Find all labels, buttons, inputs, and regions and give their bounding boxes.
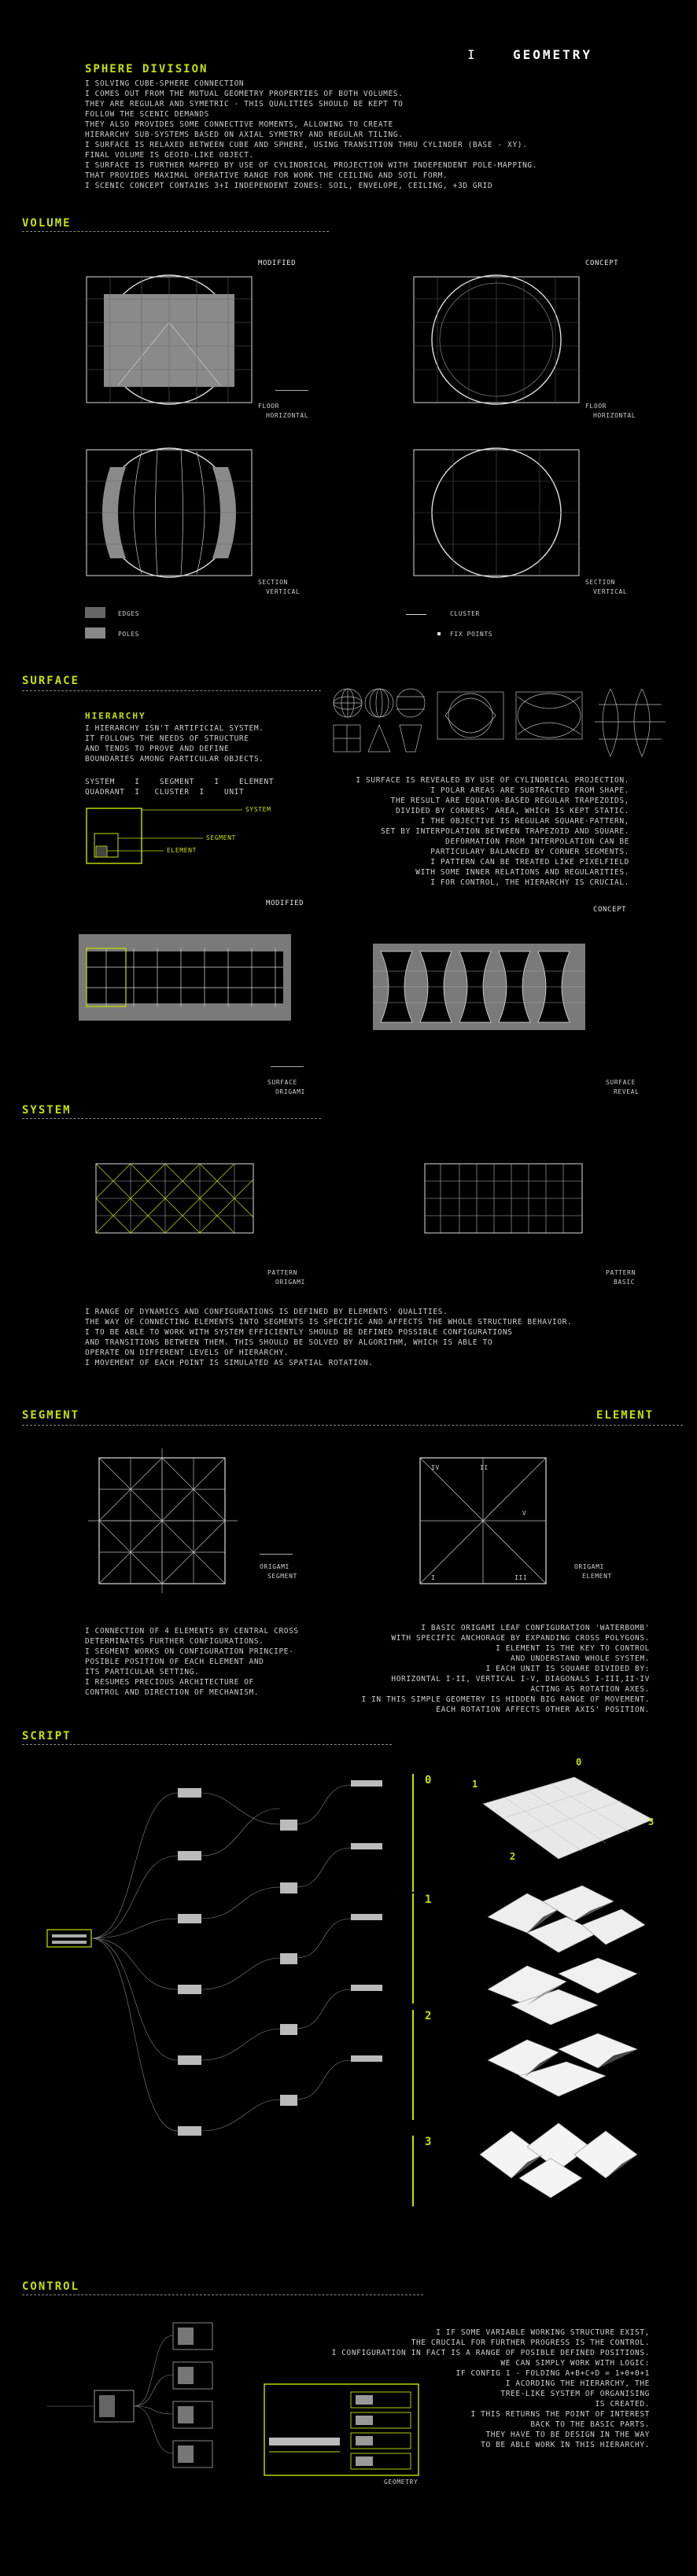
caption-basic: BASIC: [614, 1279, 636, 1286]
caption-origami: ORIGAMI: [275, 1279, 305, 1286]
text-line: I SOLVING CUBE-SPHERE CONNECTION: [85, 79, 245, 88]
section-divider: [22, 2294, 423, 2295]
text-line: I THE OBJECTIVE IS REGULAR SQUARE-PATTERN,: [420, 817, 629, 826]
key-system: SYSTEM: [245, 806, 271, 813]
text-line: HIERARCHY SUB-SYSTEMS BASED ON AXIAL SYMETRY AND REGULAR TILING.: [85, 131, 404, 139]
hierarchy-diagram: [85, 807, 289, 870]
text-line: I POLAR AREAS ARE SUBTRACTED FROM SHAPE.: [430, 786, 629, 795]
text-line: POSIBLE POSITION OF EACH ELEMENT AND: [85, 1658, 264, 1666]
level-element: ELEMENT: [238, 778, 275, 786]
caption-floor: FLOOR: [585, 403, 607, 410]
system-description: [85, 1307, 572, 1368]
text-line: AND TENDS TO PROVE AND DEFINE: [85, 745, 230, 753]
script-node-graph: [44, 1761, 422, 2186]
sphere-division-title: SPHERE DIVISION: [85, 63, 208, 75]
element-description: [361, 1623, 650, 1715]
text-line: I SURFACE IS RELAXED BETWEEN CUBE AND SPHERE, USING TRANSITION THRU CYLINDER (BASE - XY).: [85, 141, 528, 149]
hierarchy-levels: [85, 777, 274, 787]
surface-concept-label: CONCEPT: [593, 906, 627, 914]
text-line: TO BE ABLE WORK IN THIS HIERARCHY.: [481, 2441, 650, 2449]
legend-cluster-line: [406, 614, 426, 615]
text-line: ITS PARTICULAR SETTING.: [85, 1668, 200, 1676]
hierarchy-title: HIERARCHY: [85, 711, 146, 721]
text-line: BOUNDARIES AMONG PARTICULAR OBJECTS.: [85, 755, 264, 764]
volume-concept-label: CONCEPT: [585, 259, 619, 267]
text-line: I MOVEMENT OF EACH POINT IS SIMULATED AS SPATIAL ROTATION.: [85, 1359, 374, 1367]
legend-edges-label: EDGES: [118, 610, 140, 617]
text-line: OPERATE ON DIFFERENT LEVELS OF HIERARCHY.: [85, 1349, 289, 1357]
modified-surface-strip: [79, 928, 299, 1030]
step-number: 0: [425, 1774, 432, 1787]
text-line: WITH SOME INNER RELATIONS AND REGULARITIES.: [415, 868, 629, 877]
text-line: I SCENIC CONCEPT CONTAINS 3+I INDEPENDENT ZONES: SOIL, ENVELOPE, CEILING, +3D GRID: [85, 182, 493, 190]
text-line: I RESUMES PRECIOUS ARCHITECTURE OF: [85, 1678, 254, 1687]
hierarchy-levels-alt: [85, 787, 244, 797]
text-line: DIVIDED BY CORNERS' AREA, WHICH IS KEPT STATIC.: [395, 807, 629, 815]
section-title-segment: SEGMENT: [22, 1409, 80, 1422]
text-line: IT FOLLOWS THE NEEDS OF STRUCTURE: [85, 734, 249, 743]
text-line: IF CONFIG 1 - FOLDING A+B+C+D = 1+0+0+1: [455, 2369, 650, 2378]
level-cluster: CLUSTER: [154, 788, 190, 797]
caption-floor: FLOOR: [258, 403, 280, 410]
caption-geometry: GEOMETRY: [384, 2478, 419, 2486]
segment-diagram: [88, 1448, 245, 1590]
step-number: 1: [425, 1893, 432, 1906]
legend-edges-swatch: [85, 607, 105, 618]
text-line: I CONFIGURATION IN FACT IS A RANGE OF POSIBLE DEFINED POSITIONS.: [331, 2349, 650, 2357]
control-node-tree: [47, 2320, 228, 2477]
caption-element: ELEMENT: [582, 1573, 612, 1580]
text-line: THEY ARE REGULAR AND SYMETRIC - THIS QUALITIES SHOULD BE KEPT TO: [85, 100, 404, 109]
text-line: PARTICULARY BALANCED BY CORNER SEGMENTS.: [430, 848, 629, 856]
section-divider: [22, 1425, 683, 1426]
section-title-script: SCRIPT: [22, 1730, 72, 1742]
legend-poles-swatch: [85, 627, 105, 638]
caption-section: SECTION: [258, 579, 288, 586]
caption-surface: SURFACE: [606, 1079, 636, 1086]
scale-bar: [260, 1547, 293, 1555]
text-line: IS CREATED.: [595, 2400, 650, 2409]
level-sep: I: [135, 778, 140, 786]
axis-label: 2: [510, 1851, 516, 1862]
origami-pattern-diagram: [88, 1148, 269, 1250]
modified-floor-diagram: [79, 267, 267, 409]
level-unit: UNIT: [224, 788, 245, 797]
step-bar: [412, 2010, 414, 2120]
text-line: THE RESULT ARE EQUATOR-BASED REGULAR TRAPEZOIDS,: [390, 797, 629, 805]
axis-label: 0: [576, 1757, 582, 1768]
text-line: I EACH UNIT IS SQUARE DIVIDED BY:: [485, 1665, 650, 1673]
text-line: I BASIC ORIGAMI LEAF CONFIGURATION 'WATERBOMB': [421, 1624, 650, 1632]
text-line: THEY ALSO PROVIDES SOME CONNECTIVE MOMENTS, ALLOWING TO CREATE: [85, 120, 393, 129]
caption-pattern: PATTERN: [267, 1269, 297, 1276]
element-axis-label: I: [431, 1574, 436, 1581]
volume-modified-label: MODIFIED: [258, 259, 297, 267]
surface-modified-label: MODIFIED: [266, 900, 304, 907]
fold-state-4: [472, 2115, 661, 2202]
caption-surface: SURFACE: [267, 1079, 297, 1086]
text-line: EACH ROTATION AFFECTS OTHER AXIS' POSITION.: [436, 1706, 650, 1714]
element-axis-label: III: [514, 1574, 528, 1581]
text-line: AND UNDERSTAND WHOLE SYSTEM.: [511, 1654, 650, 1663]
fold-state-3: [480, 2029, 653, 2099]
caption-pattern: PATTERN: [606, 1269, 636, 1276]
scale-bar: [275, 384, 308, 391]
text-line: I SURFACE IS FURTHER MAPPED BY USE OF CYLINDRICAL PROJECTION WITH INDEPENDENT POLE-MAPPING.: [85, 161, 538, 170]
level-quadrant: QUADRANT: [85, 788, 125, 797]
legend-cluster-label: CLUSTER: [450, 610, 480, 617]
text-line: DETERMINATES FURTHER CONFIGURATIONS.: [85, 1637, 264, 1646]
text-line: WITH SPECIFIC ANCHORAGE BY EXPANDING CROSS POLYGONS.: [391, 1634, 650, 1643]
step-bar: [412, 1893, 414, 2004]
fold-state-1: [480, 1878, 653, 1956]
caption-reveal: REVEAL: [614, 1088, 640, 1095]
text-line: I SEGMENT WORKS ON CONFIGURATION PRINCIPE-: [85, 1647, 294, 1656]
text-line: ACTING AS ROTATION AXES.: [530, 1685, 650, 1694]
element-axis-label: V: [522, 1510, 527, 1517]
control-description: [332, 2328, 650, 2450]
text-line: I TO BE ABLE TO WORK WITH SYSTEM EFFICIENTLY SHOULD BE DEFINED POSSIBLE CONFIGURATIONS: [85, 1328, 513, 1337]
legend-fixpoints-label: FIX POINTS: [450, 631, 493, 638]
caption-vertical: VERTICAL: [266, 588, 301, 595]
level-segment: SEGMENT: [159, 778, 195, 786]
caption-vertical: VERTICAL: [593, 588, 628, 595]
step-bar: [412, 2136, 414, 2206]
text-line: I FOR CONTROL, THE HIERARCHY IS CRUCIAL.: [430, 878, 629, 887]
step-number: 2: [425, 2010, 432, 2022]
section-title-volume: VOLUME: [22, 217, 72, 230]
key-element: ELEMENT: [167, 847, 197, 854]
basic-pattern-diagram: [417, 1148, 598, 1250]
section-divider: [22, 231, 329, 232]
sphere-description: [85, 79, 537, 191]
fold-state-2: [480, 1958, 653, 2029]
text-line: CONTROL AND DIRECTION OF MECHANISM.: [85, 1688, 260, 1697]
caption-origami: ORIGAMI: [574, 1563, 604, 1570]
fold-state-0: [472, 1772, 661, 1867]
text-line: WE CAN SIMPLY WORK WITH LOGIC:: [500, 2359, 650, 2368]
text-line: AND TRANSITIONS BETWEEN THEM. THIS SHOULD BE SOLVED BY ALGORITHM, WHICH IS ABLE TO: [85, 1338, 493, 1347]
text-line: FOLLOW THE SCENIC DEMANDS: [85, 110, 209, 119]
element-axis-label: IV: [431, 1464, 440, 1471]
legend-fixpoint-dot: [437, 632, 441, 635]
concept-floor-diagram: [406, 267, 595, 409]
section-divider: [22, 1118, 321, 1119]
scale-bar: [271, 1060, 304, 1067]
section-title-system: SYSTEM: [22, 1104, 72, 1117]
text-line: I ACORDING THE HIERARCHY, THE: [505, 2379, 650, 2388]
level-sep: I: [199, 788, 205, 797]
text-line: I PATTERN CAN BE TREATED LIKE PIXELFIELD: [430, 858, 629, 867]
text-line: I IF SOME VARIABLE WORKING STRUCTURE EXIST,: [436, 2328, 650, 2337]
modified-section-diagram: [79, 440, 267, 582]
section-divider: [22, 690, 321, 691]
text-line: I SURFACE IS REVEALED BY USE OF CYLINDRICAL PROJECTION.: [356, 776, 629, 785]
key-segment: SEGMENT: [206, 834, 236, 841]
text-line: I IN THIS SIMPLE GEOMETRY IS HIDDEN BIG RANGE OF MOVEMENT.: [361, 1695, 650, 1704]
section-divider: [22, 1744, 392, 1745]
caption-origami: ORIGAMI: [260, 1563, 289, 1570]
text-line: HORIZONTAL I-II, VERTICAL I-V, DIAGONALS I-III,II-IV: [391, 1675, 650, 1684]
element-axis-label: II: [480, 1464, 489, 1471]
caption-horizontal: HORIZONTAL: [266, 412, 309, 419]
text-line: DEFORMATION FROM INTERPOLATION CAN BE: [445, 837, 629, 846]
text-line: BACK TO THE BASIC PARTS.: [530, 2420, 650, 2429]
caption-section: SECTION: [585, 579, 615, 586]
text-line: THAT PROVIDES MAXIMAL OPERATIVE RANGE FOR WORK THE CEILING AND SOIL FORM.: [85, 171, 448, 180]
level-sep: I: [135, 788, 140, 797]
hierarchy-description: [85, 723, 264, 764]
text-line: I RANGE OF DYNAMICS AND CONFIGURATIONS IS DEFINED BY ELEMENTS' QUALITIES.: [85, 1308, 448, 1316]
axis-label: 3: [648, 1816, 655, 1827]
text-line: THEY HAVE TO BE DESIGN IN THE WAY: [485, 2431, 650, 2439]
caption-segment: SEGMENT: [267, 1573, 297, 1580]
text-line: I COMES OUT FROM THE MUTUAL GEOMETRY PROPERTIES OF BOTH VOLUMES.: [85, 90, 404, 98]
concept-section-diagram: [406, 440, 595, 582]
text-line: THE WAY OF CONNECTING ELEMENTS INTO SEGMENTS IS SPECIFIC AND AFFECTS THE WHOLE STRUCTURE BEHAVIOR.: [85, 1318, 573, 1327]
text-line: I CONNECTION OF 4 ELEMENTS BY CENTRAL CROSS: [85, 1627, 299, 1636]
page-title: GEOMETRY: [513, 47, 593, 62]
text-line: SET BY INTERPOLATION BETWEEN TRAPEZOID AND SQUARE.: [381, 827, 629, 836]
text-line: THE CRUCIAL FOR FURTHER PROGRESS IS THE CONTROL.: [411, 2339, 650, 2347]
step-number: 3: [425, 2136, 432, 2148]
section-title-surface: SURFACE: [22, 675, 80, 687]
caption-origami: ORIGAMI: [275, 1088, 305, 1095]
header-roman: I: [467, 47, 475, 62]
axis-label: 1: [472, 1779, 478, 1790]
surface-description: [356, 775, 629, 888]
text-line: I THIS RETURNS THE POINT OF INTEREST: [470, 2410, 650, 2419]
caption-horizontal: HORIZONTAL: [593, 412, 636, 419]
section-title-control: CONTROL: [22, 2280, 80, 2293]
level-system: SYSTEM: [85, 778, 115, 786]
concept-surface-strip: [373, 944, 593, 1030]
segment-description: [85, 1626, 299, 1698]
text-line: FINAL VOLUME IS GEOID-LIKE OBJECT.: [85, 151, 254, 160]
text-line: I HIERARCHY ISN'T ARTIFICIAL SYSTEM.: [85, 724, 264, 733]
level-sep: I: [214, 778, 219, 786]
text-line: TREE-LIKE SYSTEM OF ORGANISING: [500, 2390, 650, 2398]
step-bar: [412, 1774, 414, 1892]
section-title-element: ELEMENT: [596, 1409, 655, 1422]
legend-poles-label: POLES: [118, 631, 140, 638]
text-line: I ELEMENT IS THE KEY TO CONTROL: [496, 1644, 650, 1653]
projection-sketches: [327, 681, 673, 767]
